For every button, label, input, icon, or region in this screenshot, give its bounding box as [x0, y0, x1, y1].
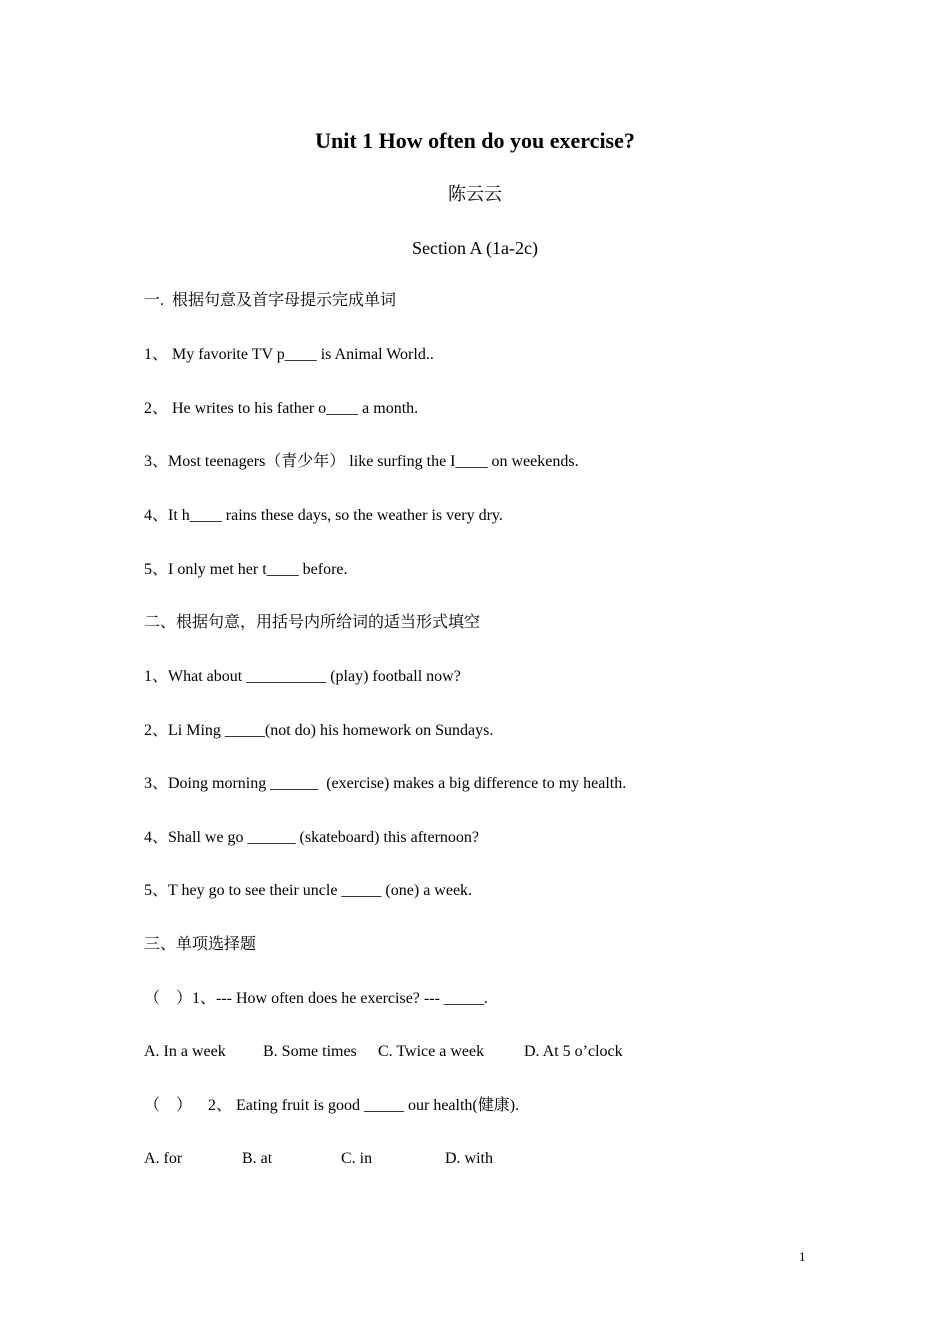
question-1-stem: （ ）1、--- How often does he exercise? --- _____.	[144, 990, 488, 1007]
part1-item-3: 3、Most teenagers（青少年） like surfing the I____ on weekends.	[144, 453, 579, 470]
question-2-option-b: B. at	[242, 1150, 273, 1167]
part1-heading: 一. 根据句意及首字母提示完成单词	[144, 292, 397, 309]
question-2-option-d: D. with	[445, 1150, 493, 1167]
part2-item-4: 4、Shall we go ______ (skateboard) this afternoon?	[144, 829, 480, 846]
question-2-option-a: A. for	[144, 1150, 183, 1167]
question-1-option-d: D. At 5 o’clock	[524, 1043, 623, 1060]
part2-item-5: 5、T hey go to see their uncle _____ (one) a week.	[144, 882, 473, 899]
part3-heading: 三、单项选择题	[144, 936, 257, 953]
part1-item-2: 2、 He writes to his father o____ a month.	[144, 400, 419, 417]
question-2-stem: （ ） 2、 Eating fruit is good _____ our health(健康).	[144, 1097, 520, 1114]
part1-item-1: 1、 My favorite TV p____ is Animal World..	[144, 346, 434, 363]
part2-item-2: 2、Li Ming _____(not do) his homework on Sundays.	[144, 722, 494, 739]
part1-item-4: 4、It h____ rains these days, so the weather is very dry.	[144, 507, 503, 524]
question-1-option-c: C. Twice a week	[378, 1043, 485, 1060]
document-title: Unit 1 How often do you exercise?	[315, 128, 635, 153]
question-1-option-a: A. In a week	[144, 1043, 226, 1060]
part2-heading: 二、根据句意，用括号内所给词的适当形式填空	[144, 614, 481, 631]
author-name: 陈云云	[448, 184, 502, 204]
question-1-option-b: B. Some times	[263, 1043, 357, 1060]
question-2-option-c: C. in	[341, 1150, 373, 1167]
page-number: 1	[799, 1249, 806, 1264]
part2-item-3: 3、Doing morning ______ (exercise) makes a big difference to my health.	[144, 775, 627, 792]
part2-item-1: 1、What about __________ (play) football now?	[144, 668, 461, 685]
part1-item-5: 5、I only met her t____ before.	[144, 561, 348, 578]
section-heading: Section A (1a-2c)	[412, 238, 538, 258]
